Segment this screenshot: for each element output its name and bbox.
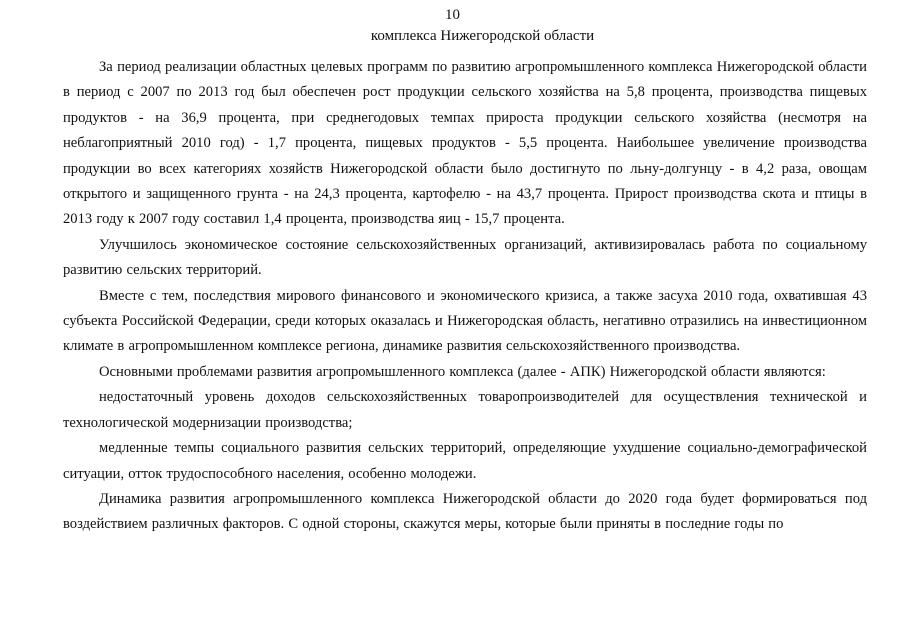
paragraph-economic-improvement: Улучшилось экономическое состояние сельскохозяйственных организаций, активизировалась работа по социальному развитию сельских территорий.	[63, 236, 867, 279]
section-heading-fragment: комплекса Нижегородской области	[370, 28, 595, 44]
body-text	[63, 55, 867, 538]
paragraph-crisis-impact: Вместе с тем, последствия мирового финансового и экономического кризиса, а также засуха 2010 года, охватившая 43 субъекта Российской Федерации, среди которых оказалась и Нижегородская область, негативно отразились на инвестиционном климате в агропромышленном комплексе региона, динамике развития сельскохозяйственного производства.	[63, 287, 867, 355]
paragraph-program-results: За период реализации областных целевых программ по развитию агропромышленного комплекса Нижегородской области в период с 2007 по 2013 год был обеспечен рост продукции сельского хозяйства на 5,8 процента, производства пищевых продуктов - на 36,9 процента, при среднегодовых темпах прироста продукции сельского хозяйства (несмотря на неблагоприятный 2010 год) - 1,7 процента, пищевых продуктов - 5,5 процента. Наибольшее увеличение производства продукции во всех категориях хозяйств Нижегородской области было достигнуто по льну-долгунцу - в 4,2 раза, овощам открытого и защищенного грунта - на 24,3 процента, картофелю - на 43,7 процента. Прирост производства скота и птицы в 2013 году к 2007 году составил 1,4 процента, производства яиц - 15,7 процента.	[63, 59, 867, 228]
paragraph-development-dynamics: Динамика развития агропромышленного комплекса Нижегородской области до 2020 года будет формироваться под воздействием различных факторов. С одной стороны, скажутся меры, которые были приняты в последние годы по	[63, 490, 867, 533]
paragraph-main-problems-intro: Основными проблемами развития агропромышленного комплекса (далее - АПК) Нижегородской области являются:	[99, 363, 826, 380]
paragraph-problem-social: медленные темпы социального развития сельских территорий, определяющие ухудшение социально-демографической ситуации, отток трудоспособного населения, особенно молодежи.	[63, 440, 867, 482]
paragraph-problem-income: недостаточный уровень доходов сельскохозяйственных товаропроизводителей для осуществления технической и технологической модернизации производства;	[63, 389, 867, 431]
page-number: 10	[445, 7, 460, 23]
